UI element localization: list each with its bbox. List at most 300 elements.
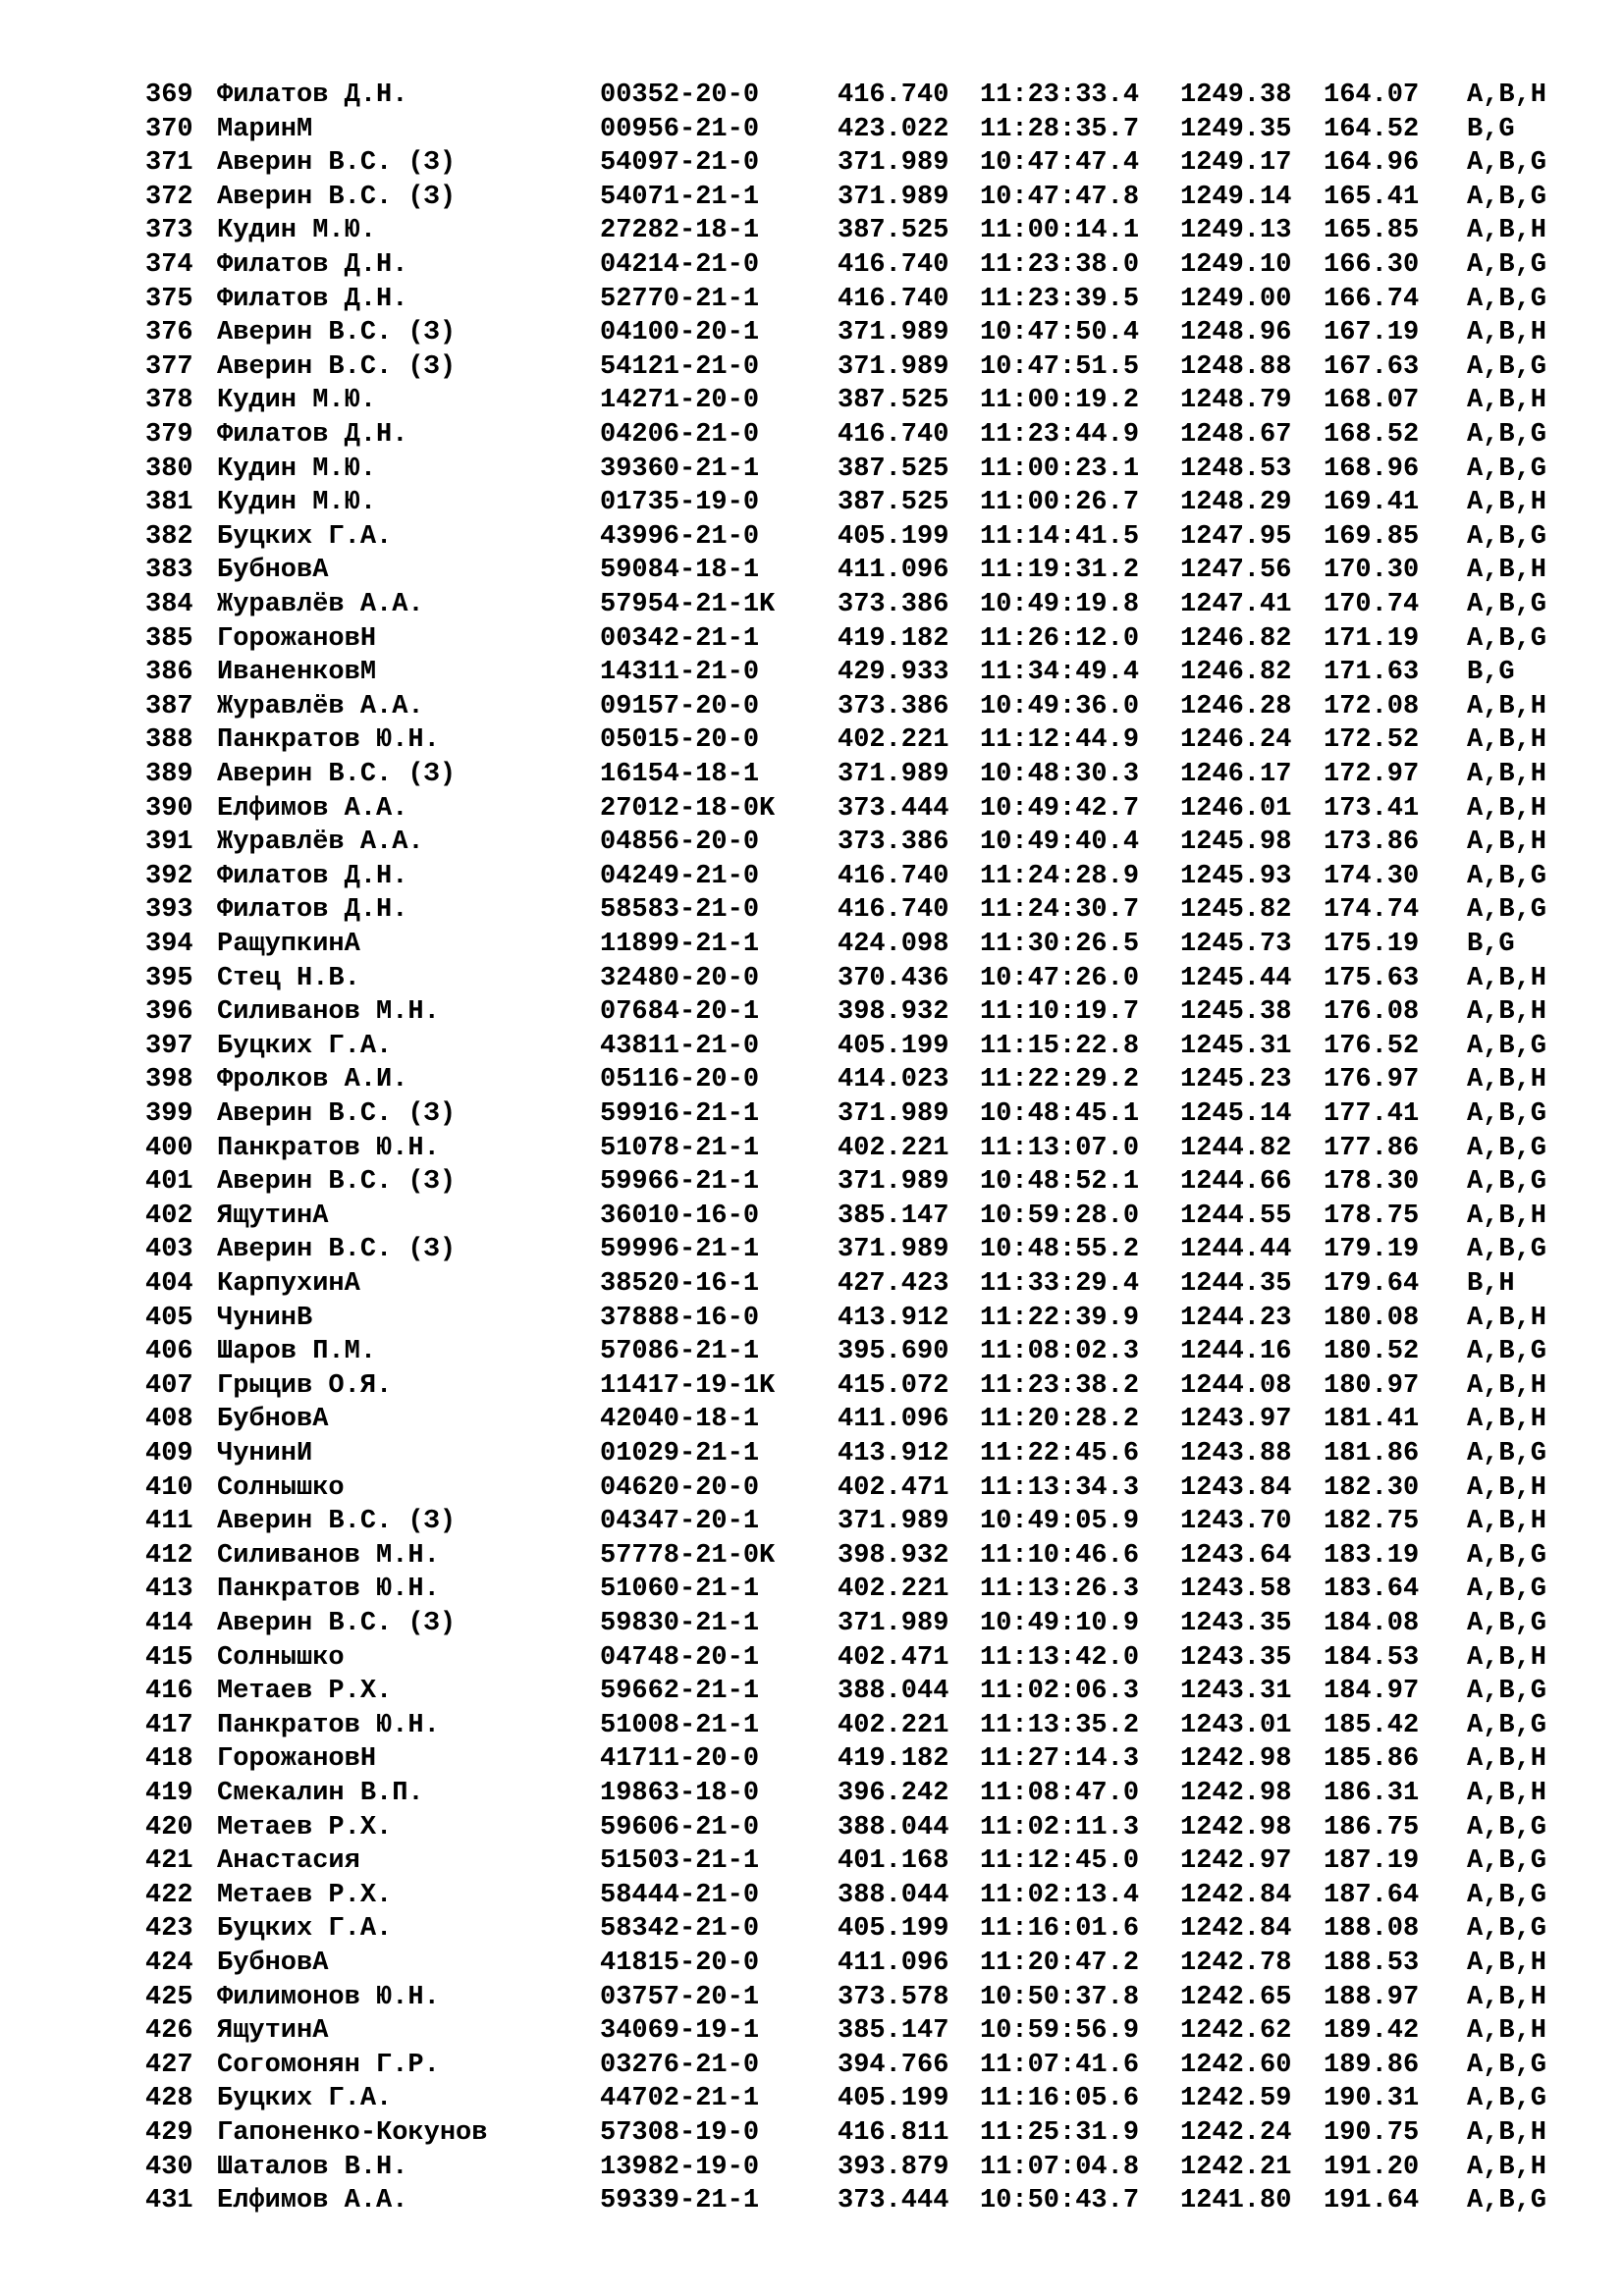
- table-row: [0, 2184, 1624, 2218]
- azimuth-value: 190.31: [1324, 2084, 1420, 2114]
- table-row: [0, 723, 1624, 758]
- row-number: 397: [145, 1031, 193, 1061]
- band-flags: A,B,H: [1467, 216, 1547, 246]
- record-id: 11417-19-1K: [600, 1370, 776, 1401]
- band-flags: A,B,G: [1467, 1167, 1547, 1198]
- time-value: 11:22:39.9: [980, 1303, 1140, 1333]
- time-value: 11:07:04.8: [980, 2152, 1140, 2182]
- participant-name: Журавлёв А.А.: [217, 828, 424, 858]
- distance-value: 1242.24: [1180, 2118, 1292, 2148]
- record-id: 57954-21-1K: [600, 590, 776, 619]
- frequency-value: 401.168: [838, 1846, 949, 1877]
- row-number: 413: [145, 1575, 193, 1605]
- record-id: 01029-21-1: [600, 1439, 760, 1468]
- azimuth-value: 183.64: [1324, 1575, 1420, 1605]
- row-number: 371: [145, 148, 193, 179]
- distance-value: 1246.82: [1180, 623, 1292, 654]
- participant-name: Шаров П.М.: [217, 1337, 377, 1367]
- time-value: 11:00:23.1: [980, 454, 1140, 484]
- record-id: 36010-16-0: [600, 1201, 760, 1231]
- band-flags: A,B,H: [1467, 828, 1547, 858]
- azimuth-value: 177.86: [1324, 1133, 1420, 1163]
- row-number: 379: [145, 420, 193, 450]
- frequency-value: 416.740: [838, 250, 949, 280]
- time-value: 10:48:30.3: [980, 760, 1140, 789]
- row-number: 398: [145, 1065, 193, 1095]
- row-number: 429: [145, 2118, 193, 2148]
- row-number: 421: [145, 1846, 193, 1877]
- participant-name: Согомонян Г.Р.: [217, 2050, 440, 2080]
- azimuth-value: 178.30: [1324, 1167, 1420, 1198]
- table-row: [0, 2049, 1624, 2083]
- time-value: 10:59:56.9: [980, 2016, 1140, 2047]
- table-row: [0, 893, 1624, 928]
- frequency-value: 419.182: [838, 623, 949, 654]
- azimuth-value: 165.85: [1324, 216, 1420, 246]
- participant-name: Метаев Р.Х.: [217, 1677, 393, 1707]
- row-number: 409: [145, 1439, 193, 1468]
- distance-value: 1249.13: [1180, 216, 1292, 246]
- row-number: 403: [145, 1235, 193, 1265]
- table-row: [0, 1165, 1624, 1200]
- distance-value: 1242.98: [1180, 1779, 1292, 1808]
- azimuth-value: 180.52: [1324, 1337, 1420, 1367]
- row-number: 416: [145, 1677, 193, 1707]
- band-flags: A,B,H: [1467, 793, 1547, 824]
- distance-value: 1248.79: [1180, 386, 1292, 416]
- record-id: 42040-18-1: [600, 1405, 760, 1435]
- table-row: [0, 1777, 1624, 1811]
- record-id: 05116-20-0: [600, 1065, 760, 1095]
- participant-name: Филатов Д.Н.: [217, 895, 408, 926]
- frequency-value: 419.182: [838, 1744, 949, 1775]
- frequency-value: 427.423: [838, 1269, 949, 1299]
- record-id: 52770-21-1: [600, 284, 760, 314]
- time-value: 10:59:28.0: [980, 1201, 1140, 1231]
- distance-value: 1248.53: [1180, 454, 1292, 484]
- time-value: 11:25:31.9: [980, 2118, 1140, 2148]
- time-value: 11:15:22.8: [980, 1031, 1140, 1061]
- time-value: 11:19:31.2: [980, 556, 1140, 586]
- participant-name: Шаталов В.Н.: [217, 2152, 408, 2182]
- record-id: 58342-21-0: [600, 1914, 760, 1945]
- table-row: [0, 79, 1624, 113]
- frequency-value: 405.199: [838, 521, 949, 552]
- frequency-value: 387.525: [838, 216, 949, 246]
- row-number: 407: [145, 1370, 193, 1401]
- table-row: [0, 1742, 1624, 1777]
- participant-name: Елфимов А.А.: [217, 2186, 408, 2216]
- record-id: 04620-20-0: [600, 1472, 760, 1503]
- row-number: 383: [145, 556, 193, 586]
- frequency-value: 370.436: [838, 963, 949, 993]
- participant-name: Аверин В.С. (З): [217, 760, 457, 789]
- record-id: 59916-21-1: [600, 1099, 760, 1129]
- table-row: [0, 2014, 1624, 2049]
- band-flags: A,B,H: [1467, 997, 1547, 1028]
- distance-value: 1243.70: [1180, 1507, 1292, 1537]
- row-number: 405: [145, 1303, 193, 1333]
- distance-value: 1243.35: [1180, 1642, 1292, 1673]
- distance-value: 1242.84: [1180, 1914, 1292, 1945]
- frequency-value: 415.072: [838, 1370, 949, 1401]
- participant-name: Метаев Р.Х.: [217, 1812, 393, 1842]
- participant-name: Буцких Г.А.: [217, 521, 393, 552]
- azimuth-value: 180.97: [1324, 1370, 1420, 1401]
- time-value: 11:08:02.3: [980, 1337, 1140, 1367]
- time-value: 11:22:29.2: [980, 1065, 1140, 1095]
- row-number: 420: [145, 1812, 193, 1842]
- azimuth-value: 172.08: [1324, 691, 1420, 721]
- azimuth-value: 175.63: [1324, 963, 1420, 993]
- table-row: [0, 248, 1624, 283]
- row-number: 372: [145, 182, 193, 212]
- frequency-value: 388.044: [838, 1880, 949, 1910]
- record-id: 16154-18-1: [600, 760, 760, 789]
- record-id: 57086-21-1: [600, 1337, 760, 1367]
- table-row: [0, 1471, 1624, 1506]
- band-flags: A,B,H: [1467, 1642, 1547, 1673]
- frequency-value: 396.242: [838, 1779, 949, 1808]
- azimuth-value: 176.97: [1324, 1065, 1420, 1095]
- distance-value: 1243.64: [1180, 1540, 1292, 1571]
- frequency-value: 416.740: [838, 895, 949, 926]
- time-value: 11:22:45.6: [980, 1439, 1140, 1468]
- record-id: 00956-21-0: [600, 114, 760, 144]
- distance-value: 1247.95: [1180, 521, 1292, 552]
- distance-value: 1249.17: [1180, 148, 1292, 179]
- participant-name: Грыцив О.Я.: [217, 1370, 393, 1401]
- azimuth-value: 187.64: [1324, 1880, 1420, 1910]
- frequency-value: 373.386: [838, 828, 949, 858]
- record-id: 04748-20-1: [600, 1642, 760, 1673]
- distance-value: 1249.35: [1180, 114, 1292, 144]
- time-value: 10:49:36.0: [980, 691, 1140, 721]
- participant-name: Филатов Д.Н.: [217, 861, 408, 891]
- azimuth-value: 181.86: [1324, 1439, 1420, 1468]
- table-row: [0, 1981, 1624, 2015]
- row-number: 370: [145, 114, 193, 144]
- participant-name: БубновА: [217, 1405, 329, 1435]
- frequency-value: 388.044: [838, 1677, 949, 1707]
- row-number: 373: [145, 216, 193, 246]
- row-number: 394: [145, 930, 193, 959]
- band-flags: A,B,G: [1467, 1812, 1547, 1842]
- table-row: [0, 554, 1624, 588]
- azimuth-value: 191.64: [1324, 2186, 1420, 2216]
- band-flags: A,B,G: [1467, 1575, 1547, 1605]
- time-value: 11:20:47.2: [980, 1949, 1140, 1978]
- azimuth-value: 169.41: [1324, 488, 1420, 518]
- azimuth-value: 183.19: [1324, 1540, 1420, 1571]
- frequency-value: 405.199: [838, 1031, 949, 1061]
- table-row: [0, 316, 1624, 350]
- table-row: [0, 214, 1624, 248]
- participant-name: Силиванов М.Н.: [217, 997, 440, 1028]
- time-value: 10:49:10.9: [980, 1609, 1140, 1638]
- participant-name: МаринМ: [217, 114, 313, 144]
- azimuth-value: 182.30: [1324, 1472, 1420, 1503]
- participant-name: Филатов Д.Н.: [217, 250, 408, 280]
- row-number: 391: [145, 828, 193, 858]
- row-number: 369: [145, 80, 193, 110]
- row-number: 399: [145, 1099, 193, 1129]
- time-value: 10:47:47.8: [980, 182, 1140, 212]
- participant-name: Буцких Г.А.: [217, 2084, 393, 2114]
- band-flags: A,B,H: [1467, 725, 1547, 756]
- table-row: [0, 418, 1624, 453]
- table-row: [0, 1302, 1624, 1336]
- participant-name: Аверин В.С. (З): [217, 1167, 457, 1198]
- record-id: 39360-21-1: [600, 454, 760, 484]
- azimuth-value: 164.96: [1324, 148, 1420, 179]
- azimuth-value: 184.08: [1324, 1609, 1420, 1638]
- band-flags: A,B,H: [1467, 963, 1547, 993]
- time-value: 10:47:26.0: [980, 963, 1140, 993]
- distance-value: 1245.31: [1180, 1031, 1292, 1061]
- band-flags: B,G: [1467, 114, 1515, 144]
- frequency-value: 416.811: [838, 2118, 949, 2148]
- band-flags: A,B,G: [1467, 1677, 1547, 1707]
- frequency-value: 413.912: [838, 1439, 949, 1468]
- record-id: 51060-21-1: [600, 1575, 760, 1605]
- band-flags: B,G: [1467, 658, 1515, 688]
- azimuth-value: 190.75: [1324, 2118, 1420, 2148]
- record-id: 00352-20-0: [600, 80, 760, 110]
- record-id: 04856-20-0: [600, 828, 760, 858]
- row-number: 374: [145, 250, 193, 280]
- time-value: 11:23:44.9: [980, 420, 1140, 450]
- azimuth-value: 180.08: [1324, 1303, 1420, 1333]
- time-value: 11:30:26.5: [980, 930, 1140, 959]
- participant-name: Панкратов Ю.Н.: [217, 725, 440, 756]
- band-flags: A,B,H: [1467, 1201, 1547, 1231]
- row-number: 385: [145, 623, 193, 654]
- time-value: 11:13:35.2: [980, 1710, 1140, 1740]
- table-row: [0, 1132, 1624, 1166]
- band-flags: A,B,H: [1467, 386, 1547, 416]
- table-row: [0, 1233, 1624, 1267]
- band-flags: A,B,G: [1467, 1914, 1547, 1945]
- table-row: [0, 113, 1624, 147]
- record-id: 41815-20-0: [600, 1949, 760, 1978]
- distance-value: 1244.23: [1180, 1303, 1292, 1333]
- distance-value: 1245.98: [1180, 828, 1292, 858]
- frequency-value: 387.525: [838, 386, 949, 416]
- row-number: 381: [145, 488, 193, 518]
- frequency-value: 371.989: [838, 760, 949, 789]
- record-id: 54097-21-0: [600, 148, 760, 179]
- record-id: 37888-16-0: [600, 1303, 760, 1333]
- band-flags: A,B,G: [1467, 1540, 1547, 1571]
- row-number: 419: [145, 1779, 193, 1808]
- azimuth-value: 173.41: [1324, 793, 1420, 824]
- participant-name: ЧунинИ: [217, 1439, 313, 1468]
- azimuth-value: 172.97: [1324, 760, 1420, 789]
- distance-value: 1245.44: [1180, 963, 1292, 993]
- azimuth-value: 168.52: [1324, 420, 1420, 450]
- time-value: 11:07:41.6: [980, 2050, 1140, 2080]
- band-flags: A,B,G: [1467, 1609, 1547, 1638]
- distance-value: 1242.21: [1180, 2152, 1292, 2182]
- time-value: 11:00:19.2: [980, 386, 1140, 416]
- record-id: 07684-20-1: [600, 997, 760, 1028]
- participant-name: Филатов Д.Н.: [217, 420, 408, 450]
- azimuth-value: 184.53: [1324, 1642, 1420, 1673]
- distance-value: 1244.16: [1180, 1337, 1292, 1367]
- distance-value: 1242.97: [1180, 1846, 1292, 1877]
- row-number: 389: [145, 760, 193, 789]
- row-number: 392: [145, 861, 193, 891]
- band-flags: A,B,G: [1467, 1031, 1547, 1061]
- participant-name: Анастасия: [217, 1846, 360, 1877]
- record-id: 01735-19-0: [600, 488, 760, 518]
- band-flags: A,B,G: [1467, 623, 1547, 654]
- band-flags: B,H: [1467, 1269, 1515, 1299]
- participant-name: Панкратов Ю.Н.: [217, 1575, 440, 1605]
- distance-value: 1246.82: [1180, 658, 1292, 688]
- time-value: 11:02:13.4: [980, 1880, 1140, 1910]
- band-flags: A,B,H: [1467, 488, 1547, 518]
- frequency-value: 414.023: [838, 1065, 949, 1095]
- record-id: 27012-18-0K: [600, 793, 776, 824]
- frequency-value: 371.989: [838, 182, 949, 212]
- table-row: [0, 995, 1624, 1030]
- participant-name: Кудин М.Ю.: [217, 386, 377, 416]
- record-id: 03757-20-1: [600, 1982, 760, 2012]
- time-value: 11:23:39.5: [980, 284, 1140, 314]
- azimuth-value: 174.30: [1324, 861, 1420, 891]
- table-row: [0, 1879, 1624, 1913]
- distance-value: 1242.59: [1180, 2084, 1292, 2114]
- table-row: [0, 486, 1624, 520]
- time-value: 11:02:06.3: [980, 1677, 1140, 1707]
- time-value: 11:10:46.6: [980, 1540, 1140, 1571]
- distance-value: 1248.96: [1180, 318, 1292, 348]
- table-row: [0, 1641, 1624, 1676]
- band-flags: A,B,G: [1467, 420, 1547, 450]
- row-number: 406: [145, 1337, 193, 1367]
- table-row: [0, 1030, 1624, 1064]
- row-number: 417: [145, 1710, 193, 1740]
- participant-name: Солнышко: [217, 1472, 345, 1503]
- time-value: 10:47:47.4: [980, 148, 1140, 179]
- frequency-value: 402.471: [838, 1472, 949, 1503]
- distance-value: 1242.84: [1180, 1880, 1292, 1910]
- azimuth-value: 184.97: [1324, 1677, 1420, 1707]
- row-number: 388: [145, 725, 193, 756]
- azimuth-value: 186.75: [1324, 1812, 1420, 1842]
- row-number: 386: [145, 658, 193, 688]
- azimuth-value: 164.07: [1324, 80, 1420, 110]
- frequency-value: 393.879: [838, 2152, 949, 2182]
- distance-value: 1243.58: [1180, 1575, 1292, 1605]
- frequency-value: 411.096: [838, 1949, 949, 1978]
- record-id: 44702-21-1: [600, 2084, 760, 2114]
- table-row: [0, 928, 1624, 962]
- azimuth-value: 176.08: [1324, 997, 1420, 1028]
- time-value: 11:28:35.7: [980, 114, 1140, 144]
- record-id: 14311-21-0: [600, 658, 760, 688]
- participant-name: Фролков А.И.: [217, 1065, 408, 1095]
- band-flags: A,B,G: [1467, 590, 1547, 619]
- distance-value: 1247.41: [1180, 590, 1292, 619]
- table-row: [0, 384, 1624, 418]
- distance-value: 1249.10: [1180, 250, 1292, 280]
- distance-value: 1244.55: [1180, 1201, 1292, 1231]
- record-id: 38520-16-1: [600, 1269, 760, 1299]
- band-flags: A,B,G: [1467, 1439, 1547, 1468]
- record-id: 04249-21-0: [600, 861, 760, 891]
- band-flags: A,B,H: [1467, 691, 1547, 721]
- row-number: 412: [145, 1540, 193, 1571]
- azimuth-value: 167.63: [1324, 351, 1420, 382]
- participant-name: Смекалин В.П.: [217, 1779, 424, 1808]
- azimuth-value: 176.52: [1324, 1031, 1420, 1061]
- time-value: 11:13:26.3: [980, 1575, 1140, 1605]
- record-id: 58583-21-0: [600, 895, 760, 926]
- table-row: [0, 1539, 1624, 1574]
- time-value: 11:33:29.4: [980, 1269, 1140, 1299]
- participant-name: Стец Н.В.: [217, 963, 360, 993]
- time-value: 11:20:28.2: [980, 1405, 1140, 1435]
- azimuth-value: 189.86: [1324, 2050, 1420, 2080]
- participant-name: ИваненковМ: [217, 658, 377, 688]
- table-row: [0, 1573, 1624, 1607]
- row-number: 375: [145, 284, 193, 314]
- row-number: 387: [145, 691, 193, 721]
- participant-name: Метаев Р.Х.: [217, 1880, 393, 1910]
- azimuth-value: 166.30: [1324, 250, 1420, 280]
- participant-name: Аверин В.С. (З): [217, 1099, 457, 1129]
- time-value: 11:16:01.6: [980, 1914, 1140, 1945]
- record-id: 51503-21-1: [600, 1846, 760, 1877]
- azimuth-value: 181.41: [1324, 1405, 1420, 1435]
- distance-value: 1242.65: [1180, 1982, 1292, 2012]
- frequency-value: 402.471: [838, 1642, 949, 1673]
- azimuth-value: 179.19: [1324, 1235, 1420, 1265]
- row-number: 431: [145, 2186, 193, 2216]
- band-flags: A,B,H: [1467, 1779, 1547, 1808]
- record-id: 32480-20-0: [600, 963, 760, 993]
- distance-value: 1249.14: [1180, 182, 1292, 212]
- table-row: [0, 1097, 1624, 1132]
- frequency-value: 398.932: [838, 1540, 949, 1571]
- row-number: 376: [145, 318, 193, 348]
- time-value: 11:23:38.0: [980, 250, 1140, 280]
- participant-name: Кудин М.Ю.: [217, 488, 377, 518]
- time-value: 10:48:45.1: [980, 1099, 1140, 1129]
- table-row: [0, 1607, 1624, 1641]
- frequency-value: 371.989: [838, 148, 949, 179]
- table-row: [0, 1369, 1624, 1404]
- azimuth-value: 188.53: [1324, 1949, 1420, 1978]
- frequency-value: 387.525: [838, 488, 949, 518]
- table-row: [0, 146, 1624, 181]
- time-value: 11:23:38.2: [980, 1370, 1140, 1401]
- distance-value: 1245.23: [1180, 1065, 1292, 1095]
- frequency-value: 371.989: [838, 1609, 949, 1638]
- distance-value: 1242.98: [1180, 1744, 1292, 1775]
- frequency-value: 402.221: [838, 1575, 949, 1605]
- distance-value: 1244.44: [1180, 1235, 1292, 1265]
- row-number: 411: [145, 1507, 193, 1537]
- participant-name: Буцких Г.А.: [217, 1914, 393, 1945]
- time-value: 10:50:43.7: [980, 2186, 1140, 2216]
- distance-value: 1245.38: [1180, 997, 1292, 1028]
- distance-value: 1247.56: [1180, 556, 1292, 586]
- distance-value: 1243.88: [1180, 1439, 1292, 1468]
